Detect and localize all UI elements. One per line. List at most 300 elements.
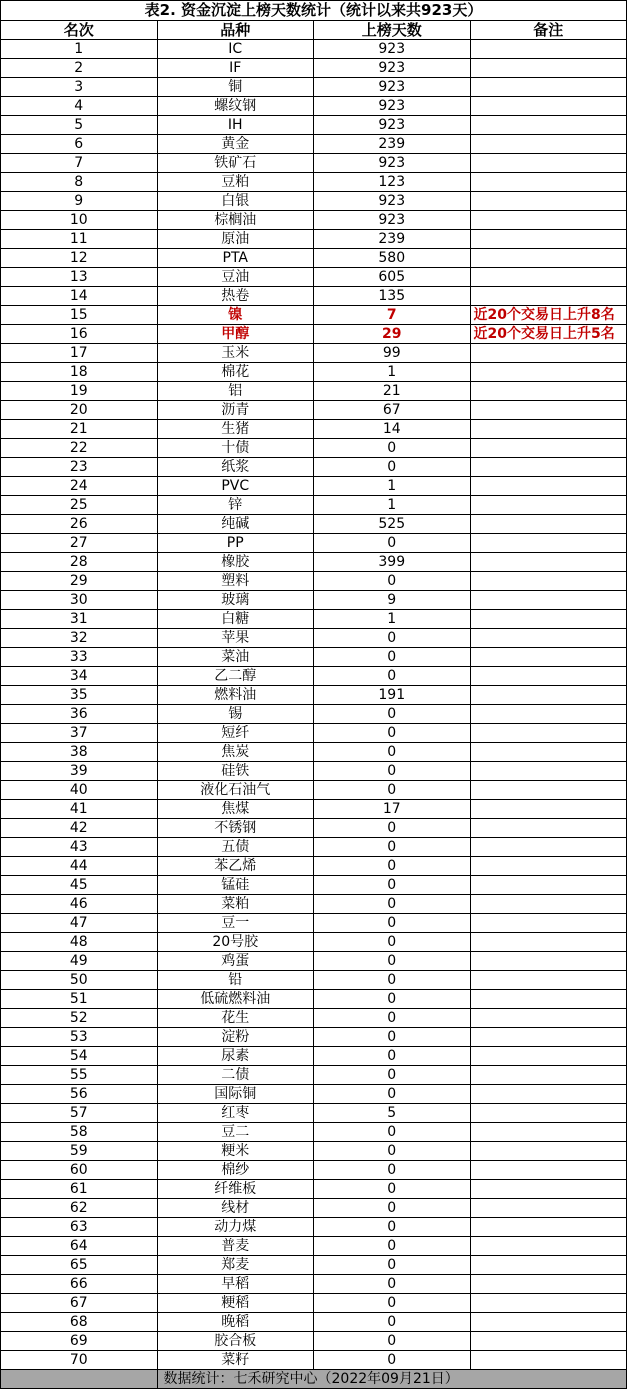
days-cell: 0	[314, 971, 471, 990]
days-cell: 239	[314, 230, 471, 249]
note-cell	[470, 971, 627, 990]
name-cell: 短纤	[157, 724, 314, 743]
days-cell: 0	[314, 1161, 471, 1180]
table-row	[1, 287, 627, 306]
rank-cell: 27	[1, 534, 158, 553]
days-cell: 0	[314, 1047, 471, 1066]
rank-cell: 66	[1, 1275, 158, 1294]
days-cell: 0	[314, 1066, 471, 1085]
note-cell	[470, 1237, 627, 1256]
table-row	[1, 781, 627, 800]
name-cell: 铁矿石	[157, 154, 314, 173]
header-days: 上榜天数	[314, 21, 471, 40]
table-row	[1, 1085, 627, 1104]
table-row	[1, 1028, 627, 1047]
days-cell: 0	[314, 743, 471, 762]
name-cell: 纸浆	[157, 458, 314, 477]
note-cell	[470, 154, 627, 173]
rank-cell: 52	[1, 1009, 158, 1028]
name-cell: 玻璃	[157, 591, 314, 610]
rank-cell: 56	[1, 1085, 158, 1104]
name-cell: 焦炭	[157, 743, 314, 762]
name-cell: 晚稻	[157, 1313, 314, 1332]
note-cell	[470, 553, 627, 572]
rank-cell: 45	[1, 876, 158, 895]
rank-cell: 20	[1, 401, 158, 420]
name-cell: PTA	[157, 249, 314, 268]
days-cell: 923	[314, 211, 471, 230]
name-cell: IH	[157, 116, 314, 135]
table-row	[1, 249, 627, 268]
rank-cell: 57	[1, 1104, 158, 1123]
name-cell: 锰硅	[157, 876, 314, 895]
note-cell	[470, 439, 627, 458]
note-cell	[470, 211, 627, 230]
days-cell: 0	[314, 933, 471, 952]
note-cell	[470, 496, 627, 515]
name-cell: 二债	[157, 1066, 314, 1085]
rank-cell: 15	[1, 306, 158, 325]
table-row	[1, 401, 627, 420]
note-cell	[470, 420, 627, 439]
days-cell: 0	[314, 1085, 471, 1104]
name-cell: 不锈钢	[157, 819, 314, 838]
note-cell	[470, 610, 627, 629]
note-cell	[470, 1161, 627, 1180]
days-cell: 923	[314, 116, 471, 135]
days-cell: 123	[314, 173, 471, 192]
rank-cell: 28	[1, 553, 158, 572]
note-cell	[470, 1142, 627, 1161]
table-row	[1, 97, 627, 116]
table-row	[1, 78, 627, 97]
note-cell	[470, 477, 627, 496]
table-row	[1, 420, 627, 439]
days-cell: 1	[314, 363, 471, 382]
table-row	[1, 1180, 627, 1199]
days-cell: 0	[314, 458, 471, 477]
table-row	[1, 1123, 627, 1142]
header-name: 品种	[157, 21, 314, 40]
rank-cell: 50	[1, 971, 158, 990]
table-row	[1, 743, 627, 762]
rank-cell: 69	[1, 1332, 158, 1351]
note-cell	[470, 1332, 627, 1351]
table-row	[1, 116, 627, 135]
note-cell	[470, 800, 627, 819]
rank-cell: 29	[1, 572, 158, 591]
table-row	[1, 477, 627, 496]
rank-cell: 18	[1, 363, 158, 382]
rank-cell: 39	[1, 762, 158, 781]
days-cell: 923	[314, 59, 471, 78]
table-row	[1, 933, 627, 952]
rank-cell: 34	[1, 667, 158, 686]
table-row	[1, 496, 627, 515]
name-cell: 动力煤	[157, 1218, 314, 1237]
table-row	[1, 1047, 627, 1066]
rank-cell: 5	[1, 116, 158, 135]
rank-cell: 25	[1, 496, 158, 515]
table-row	[1, 211, 627, 230]
rank-cell: 16	[1, 325, 158, 344]
days-cell: 0	[314, 534, 471, 553]
days-cell: 923	[314, 78, 471, 97]
name-cell: 十债	[157, 439, 314, 458]
name-cell: 菜粕	[157, 895, 314, 914]
note-cell	[470, 116, 627, 135]
note-cell	[470, 1085, 627, 1104]
note-cell	[470, 1180, 627, 1199]
table-row	[1, 154, 627, 173]
rank-cell: 47	[1, 914, 158, 933]
days-cell: 0	[314, 1256, 471, 1275]
name-cell: 棕榈油	[157, 211, 314, 230]
name-cell: 淀粉	[157, 1028, 314, 1047]
days-cell: 29	[314, 325, 471, 344]
days-cell: 14	[314, 420, 471, 439]
name-cell: 苹果	[157, 629, 314, 648]
table-row	[1, 230, 627, 249]
note-cell	[470, 268, 627, 287]
name-cell: 锌	[157, 496, 314, 515]
note-cell	[470, 287, 627, 306]
table-row	[1, 553, 627, 572]
name-cell: PP	[157, 534, 314, 553]
days-cell: 0	[314, 1028, 471, 1047]
note-cell	[470, 363, 627, 382]
rank-cell: 14	[1, 287, 158, 306]
table-row	[1, 800, 627, 819]
days-cell: 923	[314, 154, 471, 173]
days-cell: 0	[314, 572, 471, 591]
rank-cell: 32	[1, 629, 158, 648]
days-cell: 0	[314, 1294, 471, 1313]
days-cell: 0	[314, 1313, 471, 1332]
table-row	[1, 724, 627, 743]
days-cell: 0	[314, 876, 471, 895]
days-cell: 0	[314, 1332, 471, 1351]
name-cell: 原油	[157, 230, 314, 249]
table-row	[1, 325, 627, 344]
note-cell	[470, 1275, 627, 1294]
rank-cell: 36	[1, 705, 158, 724]
days-cell: 99	[314, 344, 471, 363]
note-cell	[470, 743, 627, 762]
name-cell: 豆二	[157, 1123, 314, 1142]
rank-cell: 65	[1, 1256, 158, 1275]
note-cell	[470, 401, 627, 420]
name-cell: 尿素	[157, 1047, 314, 1066]
name-cell: 焦煤	[157, 800, 314, 819]
table-row	[1, 1237, 627, 1256]
rank-cell: 41	[1, 800, 158, 819]
name-cell: 燃料油	[157, 686, 314, 705]
note-cell	[470, 914, 627, 933]
table-row	[1, 629, 627, 648]
rank-cell: 63	[1, 1218, 158, 1237]
rank-cell: 68	[1, 1313, 158, 1332]
name-cell: 胶合板	[157, 1332, 314, 1351]
name-cell: 鸡蛋	[157, 952, 314, 971]
name-cell: 棉花	[157, 363, 314, 382]
note-cell	[470, 1218, 627, 1237]
name-cell: 线材	[157, 1199, 314, 1218]
table-row	[1, 1332, 627, 1351]
table-row	[1, 1009, 627, 1028]
days-cell: 9	[314, 591, 471, 610]
table-row	[1, 1161, 627, 1180]
days-cell: 923	[314, 40, 471, 59]
table-row	[1, 173, 627, 192]
name-cell: 豆油	[157, 268, 314, 287]
note-cell	[470, 1294, 627, 1313]
note-cell	[470, 572, 627, 591]
rank-cell: 62	[1, 1199, 158, 1218]
name-cell: 国际铜	[157, 1085, 314, 1104]
name-cell: 20号胶	[157, 933, 314, 952]
rank-cell: 48	[1, 933, 158, 952]
note-cell	[470, 515, 627, 534]
table-row	[1, 268, 627, 287]
rank-cell: 17	[1, 344, 158, 363]
name-cell: 普麦	[157, 1237, 314, 1256]
table-row	[1, 895, 627, 914]
note-cell	[470, 952, 627, 971]
table-row	[1, 1313, 627, 1332]
name-cell: 纤维板	[157, 1180, 314, 1199]
note-cell	[470, 1199, 627, 1218]
rank-cell: 19	[1, 382, 158, 401]
days-cell: 67	[314, 401, 471, 420]
note-cell	[470, 591, 627, 610]
days-cell: 21	[314, 382, 471, 401]
name-cell: IC	[157, 40, 314, 59]
name-cell: 生猪	[157, 420, 314, 439]
header-note: 备注	[470, 21, 627, 40]
name-cell: 铜	[157, 78, 314, 97]
data-source-note: 数据统计：七禾研究中心（2022年09月21日）	[157, 1370, 627, 1389]
note-cell	[470, 648, 627, 667]
rank-cell: 46	[1, 895, 158, 914]
note-cell	[470, 686, 627, 705]
name-cell: 粳稻	[157, 1294, 314, 1313]
name-cell: 液化石油气	[157, 781, 314, 800]
days-cell: 0	[314, 1009, 471, 1028]
rank-cell: 12	[1, 249, 158, 268]
table-row	[1, 990, 627, 1009]
table-row	[1, 363, 627, 382]
days-cell: 0	[314, 819, 471, 838]
note-cell: 近20个交易日上升8名	[470, 306, 627, 325]
table-row	[1, 914, 627, 933]
days-cell: 0	[314, 895, 471, 914]
name-cell: 菜籽	[157, 1351, 314, 1370]
note-cell	[470, 819, 627, 838]
note-cell	[470, 895, 627, 914]
header-row	[1, 21, 627, 40]
days-cell: 0	[314, 667, 471, 686]
days-cell: 1	[314, 477, 471, 496]
note-cell	[470, 59, 627, 78]
table-row	[1, 382, 627, 401]
days-cell: 17	[314, 800, 471, 819]
note-cell	[470, 1123, 627, 1142]
rank-cell: 35	[1, 686, 158, 705]
days-cell: 1	[314, 610, 471, 629]
table-row	[1, 344, 627, 363]
rank-cell: 43	[1, 838, 158, 857]
table-row	[1, 458, 627, 477]
rank-cell: 64	[1, 1237, 158, 1256]
table-row	[1, 1218, 627, 1237]
note-cell	[470, 344, 627, 363]
name-cell: 白银	[157, 192, 314, 211]
note-cell	[470, 1028, 627, 1047]
table-row	[1, 667, 627, 686]
rank-cell: 53	[1, 1028, 158, 1047]
name-cell: 苯乙烯	[157, 857, 314, 876]
rank-cell: 13	[1, 268, 158, 287]
days-cell: 0	[314, 1218, 471, 1237]
rank-cell: 54	[1, 1047, 158, 1066]
table-row	[1, 515, 627, 534]
rank-cell: 40	[1, 781, 158, 800]
note-cell	[470, 762, 627, 781]
rank-cell: 44	[1, 857, 158, 876]
rank-cell: 10	[1, 211, 158, 230]
days-cell: 0	[314, 705, 471, 724]
name-cell: 郑麦	[157, 1256, 314, 1275]
note-cell	[470, 1313, 627, 1332]
note-cell	[470, 724, 627, 743]
rank-cell: 37	[1, 724, 158, 743]
table-row	[1, 971, 627, 990]
name-cell: 豆粕	[157, 173, 314, 192]
note-cell	[470, 705, 627, 724]
note-cell	[470, 173, 627, 192]
days-cell: 525	[314, 515, 471, 534]
days-cell: 0	[314, 1199, 471, 1218]
name-cell: 菜油	[157, 648, 314, 667]
days-cell: 0	[314, 914, 471, 933]
table-row	[1, 1275, 627, 1294]
note-cell	[470, 192, 627, 211]
name-cell: 低硫燃料油	[157, 990, 314, 1009]
table-row	[1, 59, 627, 78]
days-cell: 0	[314, 838, 471, 857]
table-row	[1, 838, 627, 857]
footer-blank	[1, 1370, 158, 1389]
days-cell: 0	[314, 1237, 471, 1256]
days-cell: 7	[314, 306, 471, 325]
name-cell: 锡	[157, 705, 314, 724]
name-cell: 黄金	[157, 135, 314, 154]
name-cell: 早稻	[157, 1275, 314, 1294]
table-row	[1, 591, 627, 610]
table-row	[1, 610, 627, 629]
days-cell: 0	[314, 1142, 471, 1161]
rank-cell: 38	[1, 743, 158, 762]
note-cell: 近20个交易日上升5名	[470, 325, 627, 344]
name-cell: 甲醇	[157, 325, 314, 344]
days-cell: 239	[314, 135, 471, 154]
rank-cell: 23	[1, 458, 158, 477]
days-cell: 135	[314, 287, 471, 306]
note-cell	[470, 990, 627, 1009]
rank-cell: 24	[1, 477, 158, 496]
rank-cell: 2	[1, 59, 158, 78]
days-cell: 0	[314, 439, 471, 458]
note-cell	[470, 1351, 627, 1370]
days-cell: 5	[314, 1104, 471, 1123]
name-cell: 热卷	[157, 287, 314, 306]
name-cell: 粳米	[157, 1142, 314, 1161]
days-cell: 923	[314, 97, 471, 116]
note-cell	[470, 876, 627, 895]
note-cell	[470, 857, 627, 876]
days-cell: 605	[314, 268, 471, 287]
rank-cell: 67	[1, 1294, 158, 1313]
days-cell: 0	[314, 1123, 471, 1142]
rank-cell: 61	[1, 1180, 158, 1199]
rank-cell: 9	[1, 192, 158, 211]
note-cell	[470, 667, 627, 686]
days-cell: 399	[314, 553, 471, 572]
rank-cell: 30	[1, 591, 158, 610]
title-row	[1, 1, 627, 21]
rank-cell: 31	[1, 610, 158, 629]
table-row	[1, 1351, 627, 1370]
name-cell: 螺纹钢	[157, 97, 314, 116]
rank-cell: 42	[1, 819, 158, 838]
name-cell: 铝	[157, 382, 314, 401]
rank-cell: 4	[1, 97, 158, 116]
name-cell: 橡胶	[157, 553, 314, 572]
days-cell: 0	[314, 857, 471, 876]
name-cell: 红枣	[157, 1104, 314, 1123]
name-cell: PVC	[157, 477, 314, 496]
days-cell: 580	[314, 249, 471, 268]
rank-cell: 6	[1, 135, 158, 154]
days-cell: 0	[314, 781, 471, 800]
note-cell	[470, 1009, 627, 1028]
days-cell: 0	[314, 762, 471, 781]
table-row	[1, 686, 627, 705]
rank-cell: 49	[1, 952, 158, 971]
name-cell: 白糖	[157, 610, 314, 629]
note-cell	[470, 1047, 627, 1066]
days-cell: 191	[314, 686, 471, 705]
table-row	[1, 572, 627, 591]
table-row	[1, 1142, 627, 1161]
table-row	[1, 40, 627, 59]
table-row	[1, 648, 627, 667]
table-row	[1, 705, 627, 724]
table-row	[1, 439, 627, 458]
note-cell	[470, 40, 627, 59]
rank-cell: 33	[1, 648, 158, 667]
rank-cell: 51	[1, 990, 158, 1009]
days-cell: 0	[314, 1275, 471, 1294]
note-cell	[470, 933, 627, 952]
name-cell: 玉米	[157, 344, 314, 363]
name-cell: 硅铁	[157, 762, 314, 781]
days-cell: 0	[314, 629, 471, 648]
days-cell: 0	[314, 952, 471, 971]
note-cell	[470, 230, 627, 249]
rank-cell: 70	[1, 1351, 158, 1370]
